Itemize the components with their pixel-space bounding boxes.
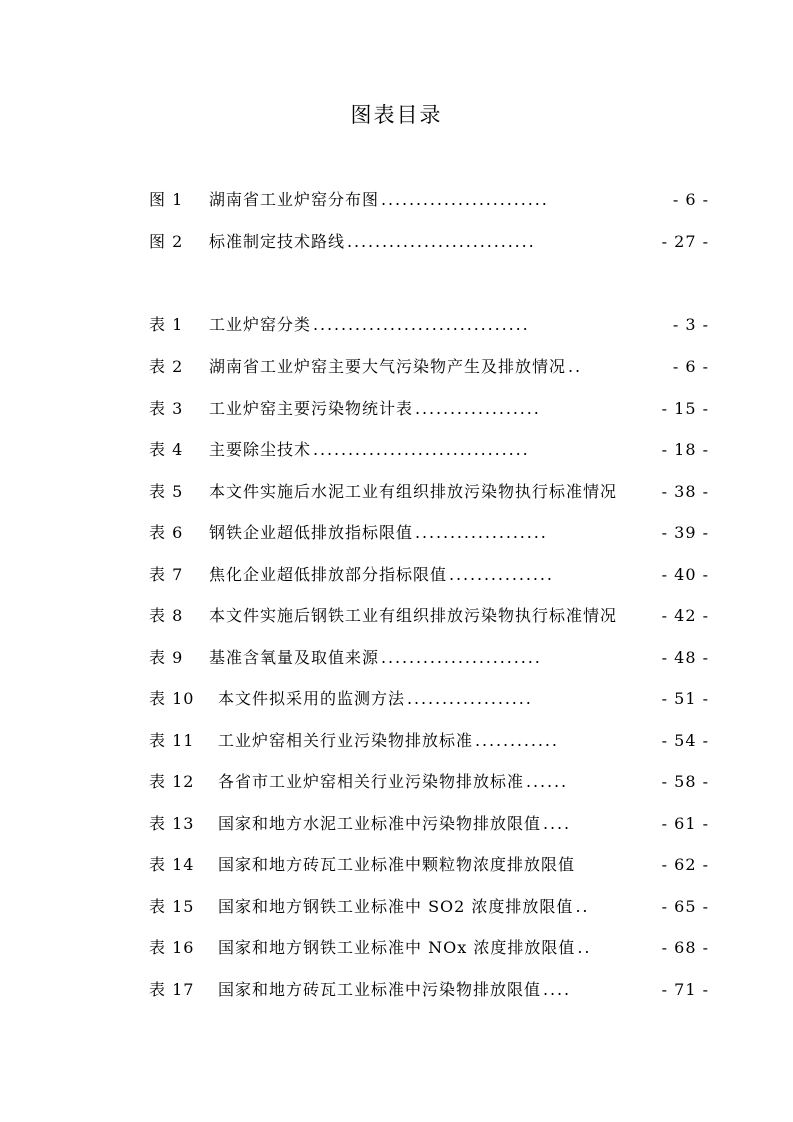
toc-label: 表 2 xyxy=(149,357,184,376)
toc-leader: ............................... xyxy=(313,440,530,459)
toc-title: 工业炉窑相关行业污染物排放标准 xyxy=(218,731,474,750)
toc-label: 图 1 xyxy=(149,190,184,209)
toc-title: 工业炉窑主要污染物统计表 xyxy=(209,399,414,418)
toc-title: 基准含氧量及取值来源 xyxy=(209,648,380,667)
toc-leader: ........................ xyxy=(381,190,549,209)
toc-leader: ...... xyxy=(526,772,568,791)
toc-title: 国家和地方水泥工业标准中污染物排放限值 xyxy=(218,814,542,833)
toc-title: 工业炉窑分类 xyxy=(209,315,312,334)
toc-label: 表 11 xyxy=(149,731,195,750)
toc-entry-table-16[interactable] xyxy=(149,935,709,961)
toc-page-number: - 6 - xyxy=(672,190,709,209)
toc-leader: ........................... xyxy=(347,232,536,251)
toc-title: 本文件实施后水泥工业有组织排放污染物执行标准情况 xyxy=(209,482,618,501)
toc-page-number: - 27 - xyxy=(661,232,709,251)
toc-leader: .................. xyxy=(415,399,541,418)
toc-leader: .................. xyxy=(407,689,533,708)
toc-entry-table-1[interactable] xyxy=(149,312,709,338)
toc-label: 表 3 xyxy=(149,399,184,418)
toc-page-number: - 40 - xyxy=(661,565,709,584)
toc-title: 各省市工业炉窑相关行业污染物排放标准 xyxy=(218,772,525,791)
toc-page-number: - 58 - xyxy=(661,772,709,791)
toc-label: 表 7 xyxy=(149,565,184,584)
toc-entry-table-10[interactable] xyxy=(149,686,709,712)
toc-entry-table-6[interactable] xyxy=(149,520,709,546)
toc-title: 标准制定技术路线 xyxy=(209,232,346,251)
toc-label: 表 15 xyxy=(149,897,195,916)
toc-leader: ............... xyxy=(449,565,554,584)
toc-label: 表 4 xyxy=(149,440,184,459)
toc-page-number: - 15 - xyxy=(661,399,709,418)
toc-page-number: - 54 - xyxy=(661,731,709,750)
toc-page-number: - 71 - xyxy=(661,980,709,999)
toc-label: 表 13 xyxy=(149,814,195,833)
toc-leader: ............................... xyxy=(313,315,530,334)
toc-title: 钢铁企业超低排放指标限值 xyxy=(209,523,414,542)
toc-entry-table-9[interactable] xyxy=(149,645,709,671)
toc-page-number: - 65 - xyxy=(661,897,709,916)
toc-leader: .. xyxy=(568,357,582,376)
toc-title: 国家和地方砖瓦工业标准中颗粒物浓度排放限值 xyxy=(218,855,576,874)
toc-page-number: - 51 - xyxy=(661,689,709,708)
toc-label: 表 1 xyxy=(149,315,184,334)
toc-page-number: - 48 - xyxy=(661,648,709,667)
toc-title: 湖南省工业炉窑主要大气污染物产生及排放情况 xyxy=(209,357,567,376)
toc-entry-table-3[interactable] xyxy=(149,396,709,422)
toc-label: 表 16 xyxy=(149,938,195,957)
toc-leader: .. xyxy=(575,897,590,916)
toc-title: 本文件实施后钢铁工业有组织排放污染物执行标准情况 xyxy=(209,606,618,625)
toc-label: 表 9 xyxy=(149,648,184,667)
toc-entry-table-12[interactable] xyxy=(149,769,709,795)
toc-page-number: - 39 - xyxy=(661,523,709,542)
toc-label: 表 14 xyxy=(149,855,195,874)
toc-entry-figure-2[interactable] xyxy=(149,229,709,255)
toc-entry-table-2[interactable] xyxy=(149,354,709,380)
toc-page-number: - 18 - xyxy=(661,440,709,459)
toc-page-number: - 68 - xyxy=(661,938,709,957)
toc-leader: .... xyxy=(543,980,571,999)
page-title: 图表目录 xyxy=(350,103,443,127)
toc-label: 表 10 xyxy=(149,689,195,708)
toc-leader: ............ xyxy=(475,731,559,750)
toc-entry-table-5[interactable] xyxy=(149,479,709,505)
toc-title: 国家和地方钢铁工业标准中 NOx 浓度排放限值 xyxy=(218,938,576,957)
toc-label: 图 2 xyxy=(149,232,184,251)
toc-label: 表 6 xyxy=(149,523,184,542)
toc-page-number: - 38 - xyxy=(661,482,709,501)
toc-entry-table-4[interactable] xyxy=(149,437,709,463)
toc-entry-table-15[interactable] xyxy=(149,894,709,920)
toc-title: 本文件拟采用的监测方法 xyxy=(218,689,406,708)
toc-entry-table-8[interactable] xyxy=(149,603,709,629)
toc-title: 国家和地方砖瓦工业标准中污染物排放限值 xyxy=(218,980,542,999)
toc-entry-table-17[interactable] xyxy=(149,977,709,1003)
toc-page-number: - 3 - xyxy=(672,315,709,334)
toc-page-number: - 62 - xyxy=(661,855,709,874)
toc-leader: ................... xyxy=(415,523,548,542)
toc-page-number: - 6 - xyxy=(672,357,709,376)
toc-leader: ....................... xyxy=(381,648,542,667)
toc-leader: .. xyxy=(577,938,592,957)
toc-label: 表 5 xyxy=(149,482,184,501)
toc-leader: .... xyxy=(543,814,571,833)
toc-entry-figure-1[interactable] xyxy=(149,187,709,213)
toc-page-number: - 61 - xyxy=(661,814,709,833)
toc-entry-table-7[interactable] xyxy=(149,562,709,588)
toc-title: 国家和地方钢铁工业标准中 SO2 浓度排放限值 xyxy=(218,897,574,916)
toc-label: 表 8 xyxy=(149,606,184,625)
toc-title: 湖南省工业炉窑分布图 xyxy=(209,190,380,209)
toc-title: 主要除尘技术 xyxy=(209,440,312,459)
toc-label: 表 12 xyxy=(149,772,195,791)
toc-entry-table-11[interactable] xyxy=(149,728,709,754)
toc-page-number: - 42 - xyxy=(661,606,709,625)
toc-label: 表 17 xyxy=(149,980,195,999)
toc-entry-table-14[interactable] xyxy=(149,852,709,878)
toc-title: 焦化企业超低排放部分指标限值 xyxy=(209,565,448,584)
toc-entry-table-13[interactable] xyxy=(149,811,709,837)
